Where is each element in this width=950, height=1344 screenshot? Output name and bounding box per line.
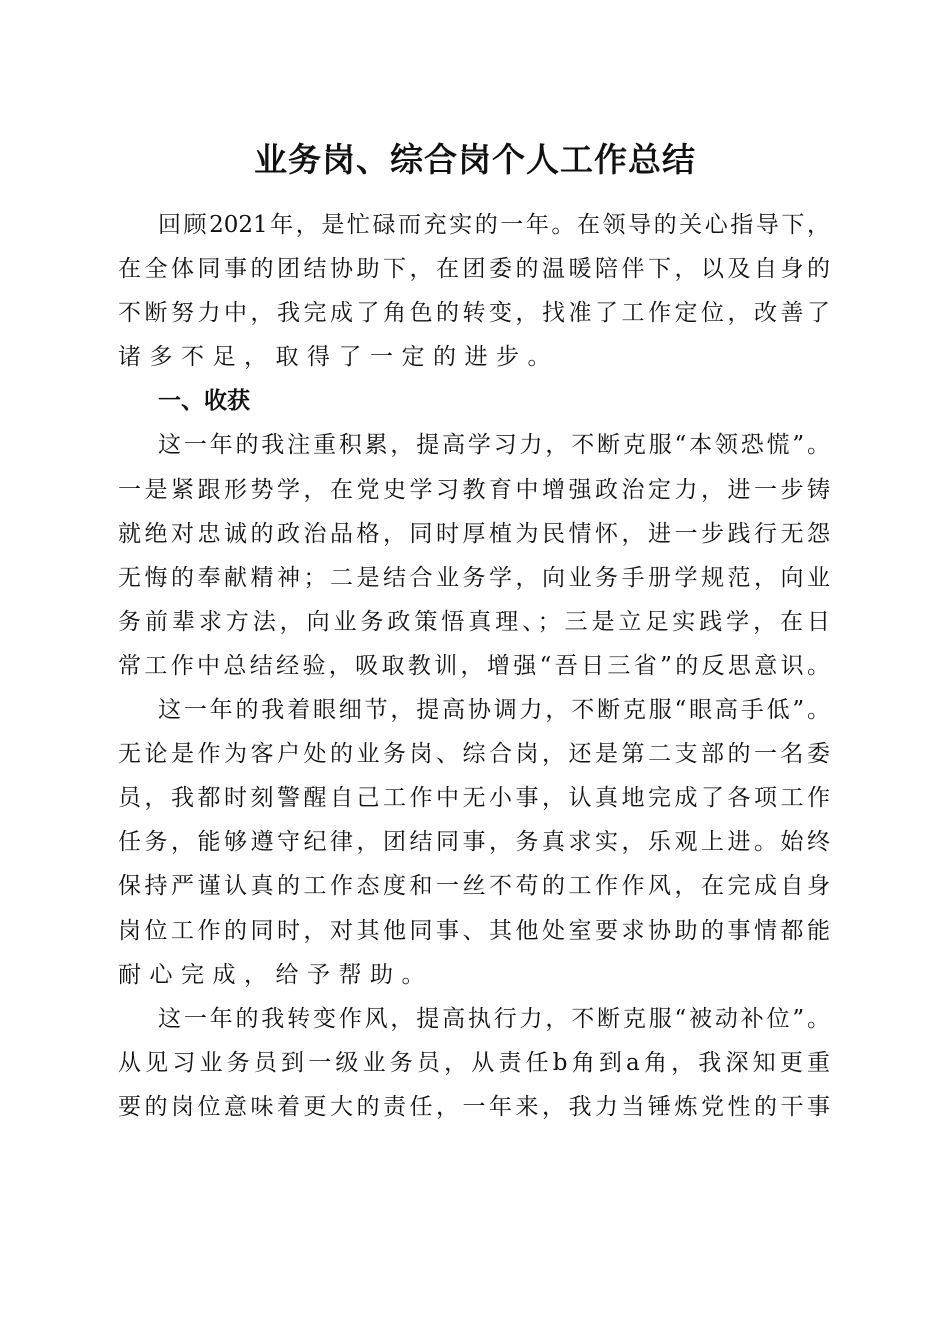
paragraph-line: 岗位工作的同时，对其他同事、其他处室要求协助的事情都能 (118, 917, 830, 944)
paragraph-line: 在全体同事的团结协助下，在团委的温暖陪伴下，以及自身的 (118, 256, 830, 283)
paragraph-line: 无论是作为客户处的业务岗、综合岗，还是第二支部的一名委 (118, 741, 830, 768)
paragraph-line: 从见习业务员到一级业务员，从责任b角到a角，我深知更重 (118, 1049, 830, 1076)
paragraph-line: 这一年的我着眼细节，提高协调力，不断克服“眼高手低”。 (158, 697, 830, 724)
paragraph-line: 不断努力中，我完成了角色的转变，找准了工作定位，改善了 (118, 300, 830, 327)
paragraph-line: 耐心完成，给予帮助。 (118, 961, 433, 988)
paragraph-line: 这一年的我注重积累，提高学习力，不断克服“本领恐慌”。 (158, 432, 830, 459)
section-heading: 一、收获 (158, 388, 250, 415)
paragraph-line: 诸多不足，取得了一定的进步。 (118, 344, 559, 371)
paragraph-line: 保持严谨认真的工作态度和一丝不苟的工作作风，在完成自身 (118, 873, 830, 900)
paragraph-line: 回顾2021年，是忙碌而充实的一年。在领导的关心指导下， (158, 212, 830, 238)
paragraph-line: 无悔的奉献精神；二是结合业务学，向业务手册学规范，向业 (118, 564, 830, 591)
paragraph-line: 要的岗位意味着更大的责任，一年来，我力当锤炼党性的干事 (118, 1093, 830, 1120)
paragraph-line: 一是紧跟形势学，在党史学习教育中增强政治定力，进一步铸 (118, 476, 830, 503)
paragraph-line: 员，我都时刻警醒自己工作中无小事，认真地完成了各项工作 (118, 785, 830, 812)
document-title: 业务岗、综合岗个人工作总结 (254, 140, 696, 179)
document-body (118, 203, 830, 1129)
paragraph-line: 任务，能够遵守纪律，团结同事，务真求实，乐观上进。始终 (118, 829, 830, 856)
paragraph-line: 常工作中总结经验，吸取教训，增强“吾日三省”的反思意识。 (118, 652, 830, 679)
paragraph-line: 就绝对忠诚的政治品格，同时厚植为民情怀，进一步践行无怨 (118, 520, 830, 547)
paragraph-line: 这一年的我转变作风，提高执行力，不断克服“被动补位”。 (158, 1005, 830, 1032)
paragraph-line: 务前辈求方法，向业务政策悟真理、；三是立足实践学，在日 (118, 608, 830, 635)
